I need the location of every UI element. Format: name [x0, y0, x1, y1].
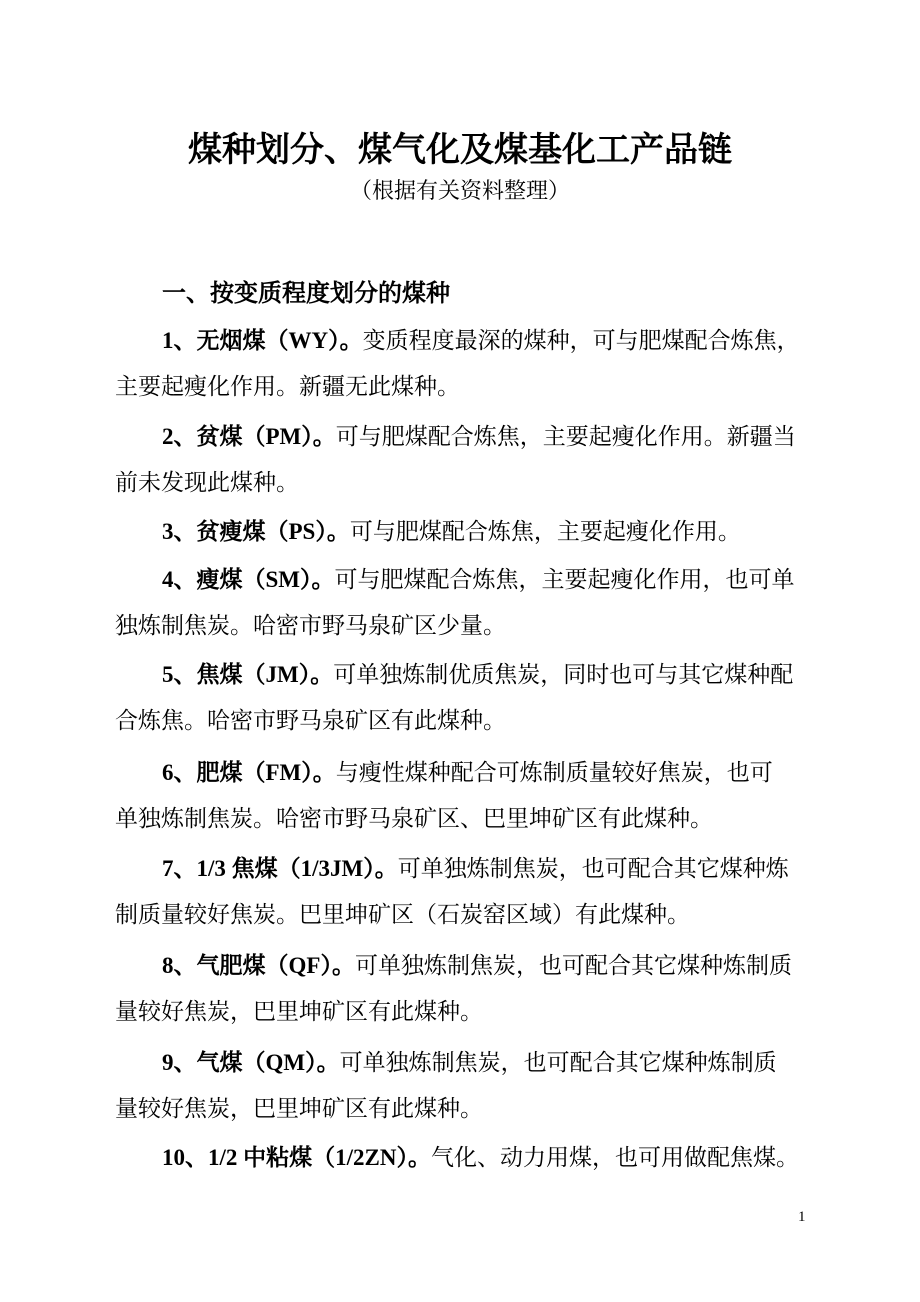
document-subtitle: （根据有关资料整理）: [349, 179, 570, 204]
page-number: 1: [798, 1209, 806, 1225]
entry-continuation: 量较好焦炭，巴里坤矿区有此煤种。: [115, 999, 483, 1025]
entry-text: 可与肥煤配合炼焦，主要起瘦化作用。新疆当: [335, 424, 796, 450]
coal-type-entry-fat: [115, 749, 815, 843]
document-title: 煤种划分、煤气化及煤基化工产品链: [188, 130, 732, 170]
coal-type-entry-lean: [115, 413, 815, 507]
coal-type-entry-one-third-coking: [115, 845, 815, 939]
entry-text: 可单独炼制优质焦炭，同时也可与其它煤种配: [333, 662, 794, 688]
coal-type-entry-anthracite: [115, 317, 815, 411]
section-heading: 一、按变质程度划分的煤种: [162, 279, 450, 307]
entry-text: 气化、动力用煤，也可用做配焦煤。: [430, 1145, 799, 1171]
entry-lead: 2、贫煤（PM）。: [162, 424, 336, 449]
coal-type-entry-gas: [115, 1039, 815, 1133]
entry-text: 可单独炼制焦炭，也可配合其它煤种炼制质: [339, 1050, 777, 1076]
entry-lead: 6、肥煤（FM）。: [162, 760, 336, 785]
entry-continuation: 单独炼制焦炭。哈密市野马泉矿区、巴里坤矿区有此煤种。: [115, 806, 713, 832]
entry-lead: 8、气肥煤（QF）。: [162, 953, 355, 978]
coal-type-entry-gas-fat: [115, 942, 815, 1036]
entry-text: 可与肥煤配合炼焦，主要起瘦化作用，也可单: [334, 567, 795, 593]
entry-text: 与瘦性煤种配合可炼制质量较好焦炭，也可: [335, 760, 773, 786]
entry-continuation: 制质量较好焦炭。巴里坤矿区（石炭窑区域）有此煤种。: [115, 902, 690, 928]
entry-lead: 1、无烟煤（WY）。: [162, 328, 363, 353]
entry-lead: 4、瘦煤（SM）。: [162, 567, 335, 592]
entry-continuation: 独炼制焦炭。哈密市野马泉矿区少量。: [115, 613, 506, 639]
entry-text: 可与肥煤配合炼焦，主要起瘦化作用。: [349, 519, 741, 545]
entry-lead: 3、贫瘦煤（PS）。: [162, 519, 350, 544]
coal-type-entry-lean-meager: [115, 508, 815, 555]
entry-lead: 7、1/3 焦煤（1/3JM）。: [162, 856, 398, 881]
coal-type-entry-half-medium-caking: [115, 1134, 815, 1181]
entry-continuation: 合炼焦。哈密市野马泉矿区有此煤种。: [115, 708, 506, 734]
coal-type-entry-meager: [115, 556, 815, 650]
entry-text: 变质程度最深的煤种，可与肥煤配合炼焦，: [362, 328, 800, 354]
entry-continuation: 主要起瘦化作用。新疆无此煤种。: [115, 374, 460, 400]
entry-lead: 5、焦煤（JM）。: [162, 662, 334, 687]
entry-text: 可单独炼制焦炭，也可配合其它煤种炼: [397, 856, 789, 882]
coal-type-entry-coking: [115, 651, 815, 745]
entry-text: 可单独炼制焦炭，也可配合其它煤种炼制质: [354, 953, 792, 979]
entry-continuation: 量较好焦炭，巴里坤矿区有此煤种。: [115, 1096, 483, 1122]
entry-lead: 9、气煤（QM）。: [162, 1050, 340, 1075]
entry-continuation: 前未发现此煤种。: [115, 470, 299, 496]
entry-lead: 10、1/2 中粘煤（1/2ZN）。: [162, 1145, 431, 1170]
